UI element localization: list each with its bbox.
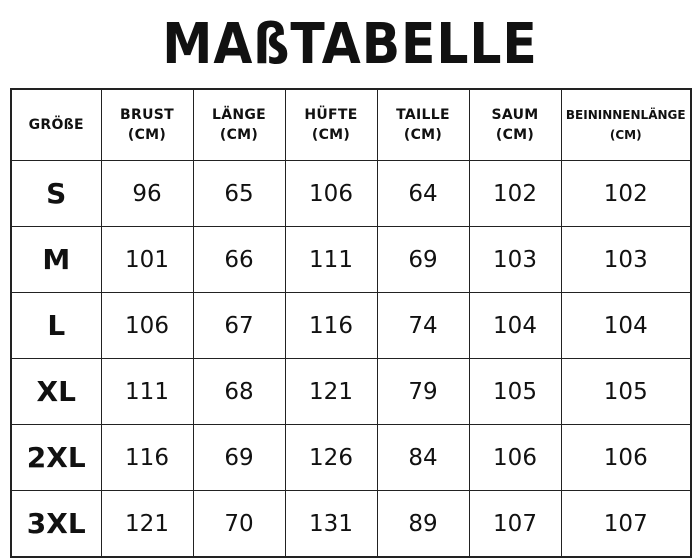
chest-cell: 111 [101,359,193,425]
table-body [11,161,691,558]
chest-cell: 101 [101,227,193,293]
header-label: BEININNENLÄNGE [565,108,686,122]
header-unit: (CM) [127,127,167,143]
page-title: MAßTABELLE [162,12,538,77]
hip-cell: 116 [285,293,377,359]
header-label: TAILLE [396,107,450,123]
chest-cell: 121 [101,491,193,558]
header-label: HÜFTE [304,107,358,123]
waist-cell: 79 [377,359,469,425]
header-unit: (CM) [311,127,351,143]
header-cell-hem [469,89,561,161]
waist-cell: 89 [377,491,469,558]
table-row [11,227,691,293]
inseam-cell: 104 [561,293,691,359]
size-cell: 3XL [11,491,101,558]
header-label: LÄNGE [211,107,267,123]
length-cell: 69 [193,425,285,491]
inseam-cell: 107 [561,491,691,558]
hem-cell: 103 [469,227,561,293]
header-cell-chest [101,89,193,161]
hip-cell: 111 [285,227,377,293]
length-cell: 67 [193,293,285,359]
hem-cell: 102 [469,161,561,227]
table-row [11,293,691,359]
hem-cell: 104 [469,293,561,359]
header-cell-hip [285,89,377,161]
hip-cell: 121 [285,359,377,425]
table-row [11,359,691,425]
header-unit: (CM) [403,127,443,143]
hip-cell: 126 [285,425,377,491]
header-cell-size [11,89,101,161]
header-row [11,89,691,161]
header-unit: (CM) [495,127,535,143]
hem-cell: 106 [469,425,561,491]
length-cell: 66 [193,227,285,293]
header-cell-inseam [561,89,691,161]
waist-cell: 84 [377,425,469,491]
hem-cell: 105 [469,359,561,425]
header-cell-waist [377,89,469,161]
length-cell: 65 [193,161,285,227]
header-unit: (CM) [609,128,642,142]
size-cell: L [11,293,101,359]
inseam-cell: 106 [561,425,691,491]
header-label: BRUST [120,107,174,123]
hip-cell: 106 [285,161,377,227]
size-cell: 2XL [11,425,101,491]
header-cell-length [193,89,285,161]
inseam-cell: 105 [561,359,691,425]
length-cell: 68 [193,359,285,425]
header-label: SAUM [491,107,539,123]
chest-cell: 116 [101,425,193,491]
size-chart-table [10,88,692,558]
table-row [11,425,691,491]
size-cell: XL [11,359,101,425]
header-unit: (CM) [219,127,259,143]
waist-cell: 74 [377,293,469,359]
hip-cell: 131 [285,491,377,558]
table-row [11,161,691,227]
size-cell: M [11,227,101,293]
hem-cell: 107 [469,491,561,558]
table-row [11,491,691,558]
chest-cell: 106 [101,293,193,359]
size-cell: S [11,161,101,227]
inseam-cell: 102 [561,161,691,227]
chest-cell: 96 [101,161,193,227]
waist-cell: 64 [377,161,469,227]
waist-cell: 69 [377,227,469,293]
header-label: GRÖßE [28,117,84,133]
length-cell: 70 [193,491,285,558]
inseam-cell: 103 [561,227,691,293]
